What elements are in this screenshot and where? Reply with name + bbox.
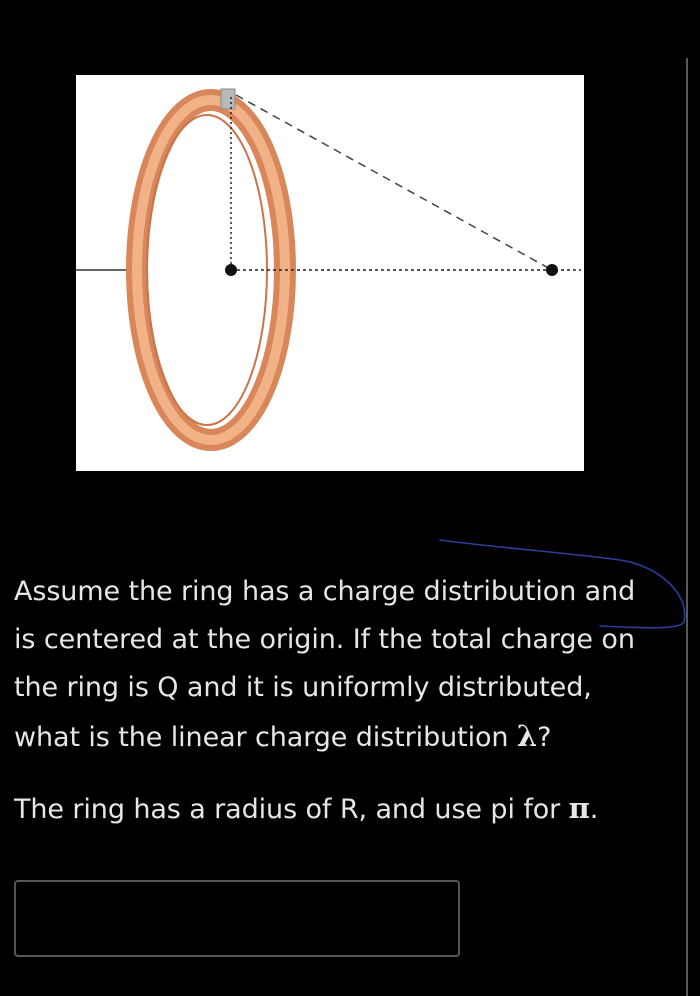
hint-body: The ring has a radius of R, and use pi for: [14, 794, 569, 825]
hint-text: [14, 786, 664, 832]
charge-element-dq: [221, 89, 235, 109]
charged-ring-figure: [76, 75, 584, 471]
scrollbar-track[interactable]: [686, 58, 688, 996]
ring-center-point: [225, 264, 237, 276]
pi-symbol: π: [568, 791, 590, 825]
question-end: ?: [537, 722, 552, 753]
question-body: Assume the ring has a charge distribution and is centered at the origin. If the total charge on the ring is Q and it is uniformly distributed, what is the linear charge distribution: [14, 576, 636, 753]
ring-diagram: [76, 75, 584, 471]
answer-input[interactable]: [14, 880, 460, 957]
hint-end: .: [589, 794, 599, 825]
question-text: [14, 568, 664, 762]
field-point: [546, 264, 558, 276]
lambda-symbol: λ: [516, 719, 538, 753]
